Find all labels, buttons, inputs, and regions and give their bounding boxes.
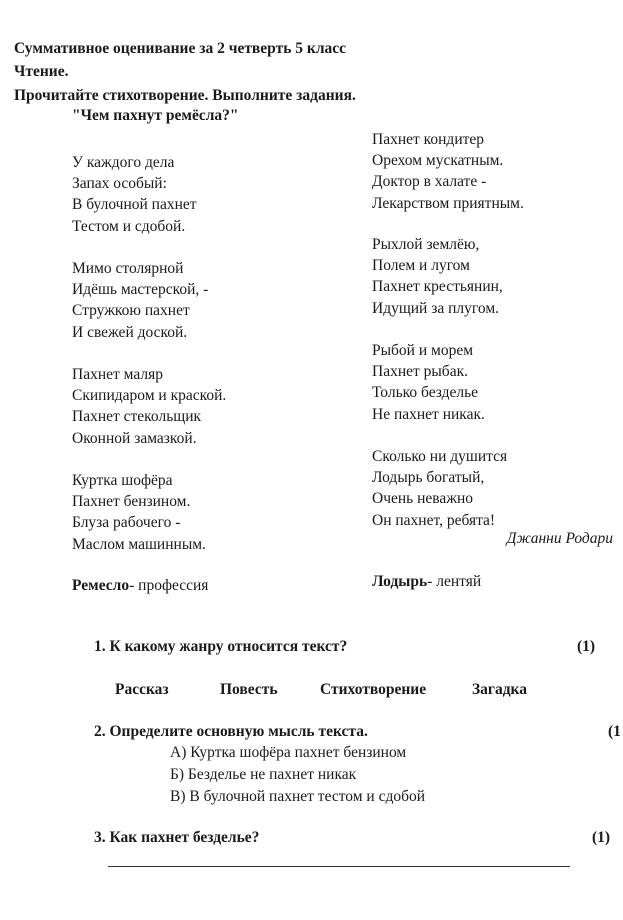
question-2: 2. Определите основную мысль текста. xyxy=(94,723,368,740)
genre-option: Стихотворение xyxy=(320,681,427,698)
poem-line: Маслом машинным. xyxy=(72,535,206,553)
subject-label: Чтение. xyxy=(14,63,69,80)
genre-option: Рассказ xyxy=(115,681,169,698)
poem-line: Идущий за плугом. xyxy=(372,299,499,317)
poem-line: Не пахнет никак. xyxy=(372,405,485,423)
poem-line: Идёшь мастерской, - xyxy=(72,281,209,299)
poem-title: "Чем пахнут ремёсла?" xyxy=(72,107,239,124)
poem-author: Джанни Родари xyxy=(506,530,613,547)
poem-stanza-left-2 xyxy=(72,258,208,343)
poem-line: Мимо столярной xyxy=(72,260,184,277)
poem-line: Пахнет стекольщик xyxy=(72,408,202,426)
poem-line: Лекарством приятным. xyxy=(372,194,524,212)
poem-line: Доктор в халате - xyxy=(372,173,487,191)
poem-line: Он пахнет, ребята! xyxy=(372,511,496,529)
poem-stanza-right-1 xyxy=(372,129,524,214)
poem-line: Блуза рабочего - xyxy=(72,514,181,532)
poem-stanza-left-1 xyxy=(72,152,197,237)
poem-line: Только безделье xyxy=(372,384,479,402)
poem-line: В булочной пахнет xyxy=(72,196,197,214)
question-3-points: (1) xyxy=(592,829,611,846)
poem-line: У каждого дела xyxy=(72,154,175,171)
answer-option-a: А) Куртка шофёра пахнет бензином xyxy=(170,744,407,761)
poem-line: Пахнет кондитер xyxy=(372,131,485,148)
poem-line: Тестом и сдобой. xyxy=(72,217,186,235)
poem-line: Стружкою пахнет xyxy=(72,302,190,320)
poem-line: Скипидаром и краской. xyxy=(72,387,227,405)
poem-stanza-left-3 xyxy=(72,364,226,449)
poem-line: Очень неважно xyxy=(372,490,474,508)
question-3: 3. Как пахнет безделье? xyxy=(94,829,260,846)
answer-option-b: Б) Безделье не пахнет никак xyxy=(170,766,357,783)
poem-line: И свежей доской. xyxy=(72,323,188,341)
answer-line xyxy=(108,866,570,867)
poem-line: Запах особый: xyxy=(72,175,167,193)
poem-line: Сколько ни душится xyxy=(372,448,508,465)
poem-line: Пахнет крестьянин, xyxy=(372,278,503,296)
glossary-term: Ремесло xyxy=(72,577,130,594)
poem-line: Лодырь богатый, xyxy=(372,469,485,487)
glossary-definition: - лентяй xyxy=(427,573,482,590)
poem-line: Рыхлой землёю, xyxy=(372,236,480,253)
glossary-item-remeslo xyxy=(72,577,208,595)
poem-stanza-left-4 xyxy=(72,470,206,555)
poem-line: Куртка шофёра xyxy=(72,472,173,489)
poem-stanza-right-4 xyxy=(372,446,507,531)
genre-option: Повесть xyxy=(220,681,278,698)
genre-option: Загадка xyxy=(472,681,528,698)
poem-line: Пахнет рыбак. xyxy=(372,363,468,381)
poem-line: Полем и лугом xyxy=(372,257,470,275)
poem-line: Оконной замазкой. xyxy=(72,429,197,447)
poem-line: Пахнет маляр xyxy=(72,366,163,383)
glossary-term: Лодырь xyxy=(372,573,428,590)
poem-line: Рыбой и морем xyxy=(372,342,474,359)
poem-line: Пахнет бензином. xyxy=(72,493,191,511)
glossary-definition: - профессия xyxy=(129,577,209,594)
poem-stanza-right-3 xyxy=(372,340,485,425)
question-2-points: (1 xyxy=(608,723,621,740)
answer-option-c: В) В булочной пахнет тестом и сдобой xyxy=(170,788,426,805)
question-1: 1. К какому жанру относится текст? xyxy=(94,638,348,655)
poem-line: Орехом мускатным. xyxy=(372,152,504,170)
worksheet-title: Суммативное оценивание за 2 четверть 5 класс xyxy=(14,40,347,57)
question-1-points: (1) xyxy=(577,638,596,655)
poem-stanza-right-2 xyxy=(372,234,503,319)
instructions: Прочитайте стихотворение. Выполните задания. xyxy=(14,87,356,104)
glossary-item-lodyr xyxy=(372,573,481,591)
